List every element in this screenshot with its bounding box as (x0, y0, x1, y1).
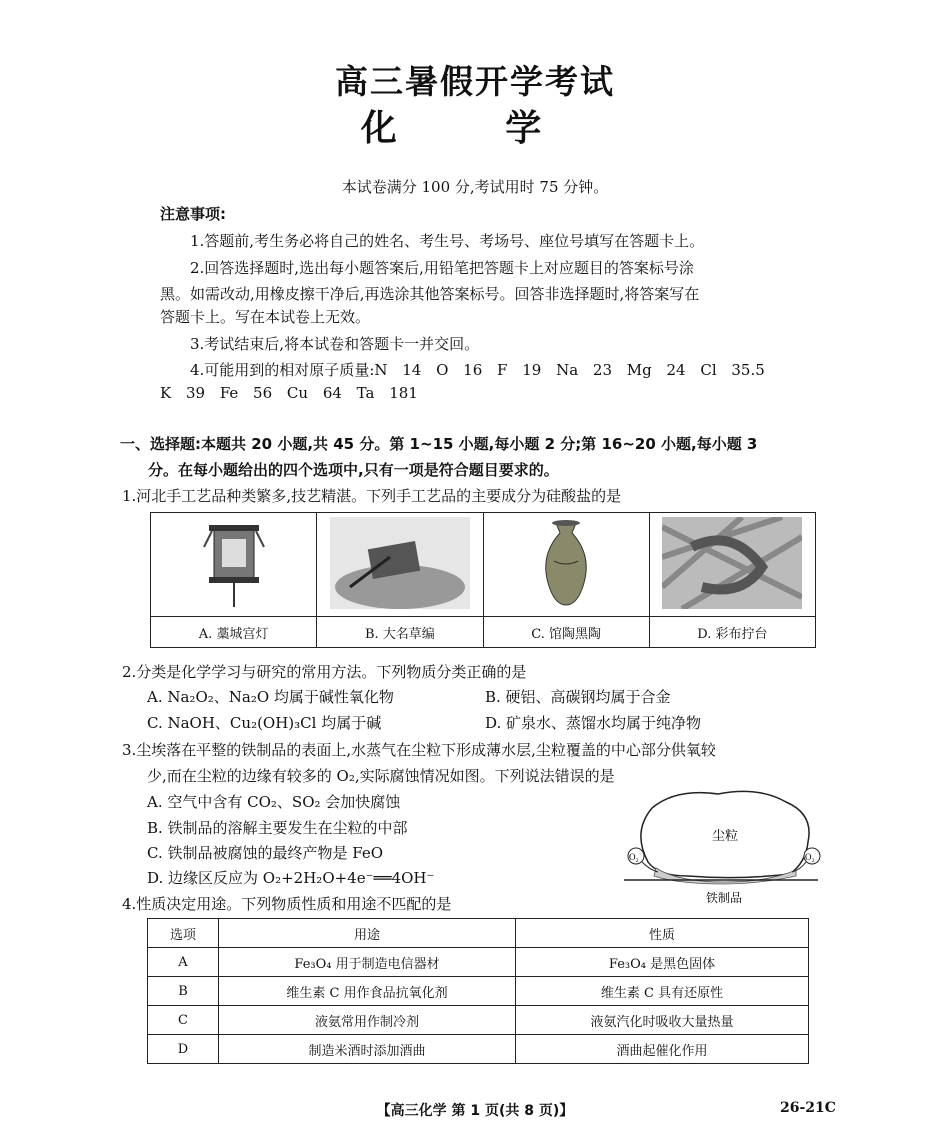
q1-image-b-cell (317, 513, 483, 617)
notice-line-2b: 黑。如需改动,用橡皮擦干净后,再选涂其他答案标号。回答非选择题时,将答案写在 (160, 285, 700, 303)
notice-line-4b: K 39 Fe 56 Cu 64 Ta 181 (160, 384, 418, 402)
iron-label: 铁制品 (706, 891, 743, 905)
table-row (148, 948, 809, 977)
q4-row-c-property: 液氨汽化时吸收大量热量 (516, 1006, 809, 1035)
subject-title: 化 学 (360, 108, 590, 149)
table-row (148, 1006, 809, 1035)
straw-weaving-image (330, 517, 470, 609)
q3-stem-line-1: 3.尘埃落在平整的铁制品的表面上,水蒸气在尘粒下形成薄水层,尘粒覆盖的中心部分供氧较 (122, 741, 716, 759)
q3-option-a: A. 空气中含有 CO₂、SO₂ 会加快腐蚀 (147, 793, 401, 811)
palace-lantern-image (164, 517, 304, 609)
q4-row-d-option: D (148, 1035, 219, 1064)
q1-image-d-cell (649, 513, 815, 617)
q4-header-option: 选项 (148, 919, 219, 948)
q2-option-b: B. 硬铝、高碳钢均属于合金 (485, 688, 671, 706)
notice-heading: 注意事项: (160, 205, 226, 223)
q4-row-b-option: B (148, 977, 219, 1006)
notice-line-3: 3.考试结束后,将本试卷和答题卡一并交回。 (190, 335, 480, 353)
q1-image-a-cell (151, 513, 317, 617)
q1-stem: 1.河北手工艺品种类繁多,技艺精湛。下列手工艺品的主要成分为硅酸盐的是 (122, 487, 622, 505)
q4-row-a-property: Fe₃O₄ 是黑色固体 (516, 948, 809, 977)
o2-left-label: O₂ (629, 852, 639, 862)
q1-option-c: C. 馆陶黑陶 (483, 617, 649, 648)
q4-row-c-option: C (148, 1006, 219, 1035)
o2-right-label: O₂ (805, 852, 815, 862)
notice-line-2c: 答题卡上。写在本试卷上无效。 (160, 308, 371, 326)
section-heading-line-2: 分。在每小题给出的四个选项中,只有一项是符合题目要求的。 (148, 461, 559, 479)
q2-option-d: D. 矿泉水、蒸馏水均属于纯净物 (485, 714, 702, 732)
q4-header-property: 性质 (516, 919, 809, 948)
q4-row-b-use: 维生素 C 用作食品抗氧化剂 (219, 977, 516, 1006)
q1-option-a: A. 藁城宫灯 (151, 617, 317, 648)
twisted-cloth-image (662, 517, 802, 609)
q3-option-c: C. 铁制品被腐蚀的最终产物是 FeO (147, 844, 384, 862)
q4-row-a-use: Fe₃O₄ 用于制造电信器材 (219, 948, 516, 977)
q4-row-d-use: 制造米酒时添加酒曲 (219, 1035, 516, 1064)
exam-title: 高三暑假开学考试 (335, 62, 615, 101)
q1-image-c-cell (483, 513, 649, 617)
q4-table (147, 918, 809, 1064)
q1-option-b: B. 大名草编 (317, 617, 483, 648)
table-row (148, 977, 809, 1006)
exam-info: 本试卷满分 100 分,考试用时 75 分钟。 (341, 178, 609, 196)
q4-row-a-option: A (148, 948, 219, 977)
section-heading-line-1: 一、选择题:本题共 20 小题,共 45 分。第 1~15 小题,每小题 2 分;第 16~20 小题,每小题 3 (120, 435, 758, 453)
q4-header-use: 用途 (219, 919, 516, 948)
q3-option-d: D. 边缘区反应为 O₂+2H₂O+4e⁻══4OH⁻ (147, 869, 435, 887)
q3-stem-line-2: 少,而在尘粒的边缘有较多的 O₂,实际腐蚀情况如图。下列说法错误的是 (147, 767, 615, 785)
black-pottery-image (496, 517, 636, 609)
page-footer: 【高三化学 第 1 页(共 8 页)】 (376, 1103, 574, 1119)
q1-image-table (150, 512, 816, 648)
q4-stem: 4.性质决定用途。下列物质性质和用途不匹配的是 (122, 895, 452, 913)
exam-code: 26-21C (780, 1100, 836, 1116)
q1-option-d: D. 彩布拧台 (649, 617, 815, 648)
q4-row-d-property: 酒曲起催化作用 (516, 1035, 809, 1064)
table-row (148, 1035, 809, 1064)
q2-option-c: C. NaOH、Cu₂(OH)₃Cl 均属于碱 (147, 714, 382, 732)
dust-label: 尘粒 (712, 828, 739, 843)
dust-corrosion-diagram (618, 784, 830, 910)
notice-line-2a: 2.回答选择题时,选出每小题答案后,用铅笔把答题卡上对应题目的答案标号涂 (190, 259, 694, 277)
q3-option-b: B. 铁制品的溶解主要发生在尘粒的中部 (147, 819, 408, 837)
notice-line-1: 1.答题前,考生务必将自己的姓名、考生号、考场号、座位号填写在答题卡上。 (190, 232, 705, 250)
q4-row-c-use: 液氨常用作制冷剂 (219, 1006, 516, 1035)
q4-row-b-property: 维生素 C 具有还原性 (516, 977, 809, 1006)
q2-option-a: A. Na₂O₂、Na₂O 均属于碱性氧化物 (147, 688, 394, 706)
q2-stem: 2.分类是化学学习与研究的常用方法。下列物质分类正确的是 (122, 663, 527, 681)
notice-line-4a: 4.可能用到的相对原子质量:N 14 O 16 F 19 Na 23 Mg 24 Cl 35.5 (190, 361, 765, 379)
